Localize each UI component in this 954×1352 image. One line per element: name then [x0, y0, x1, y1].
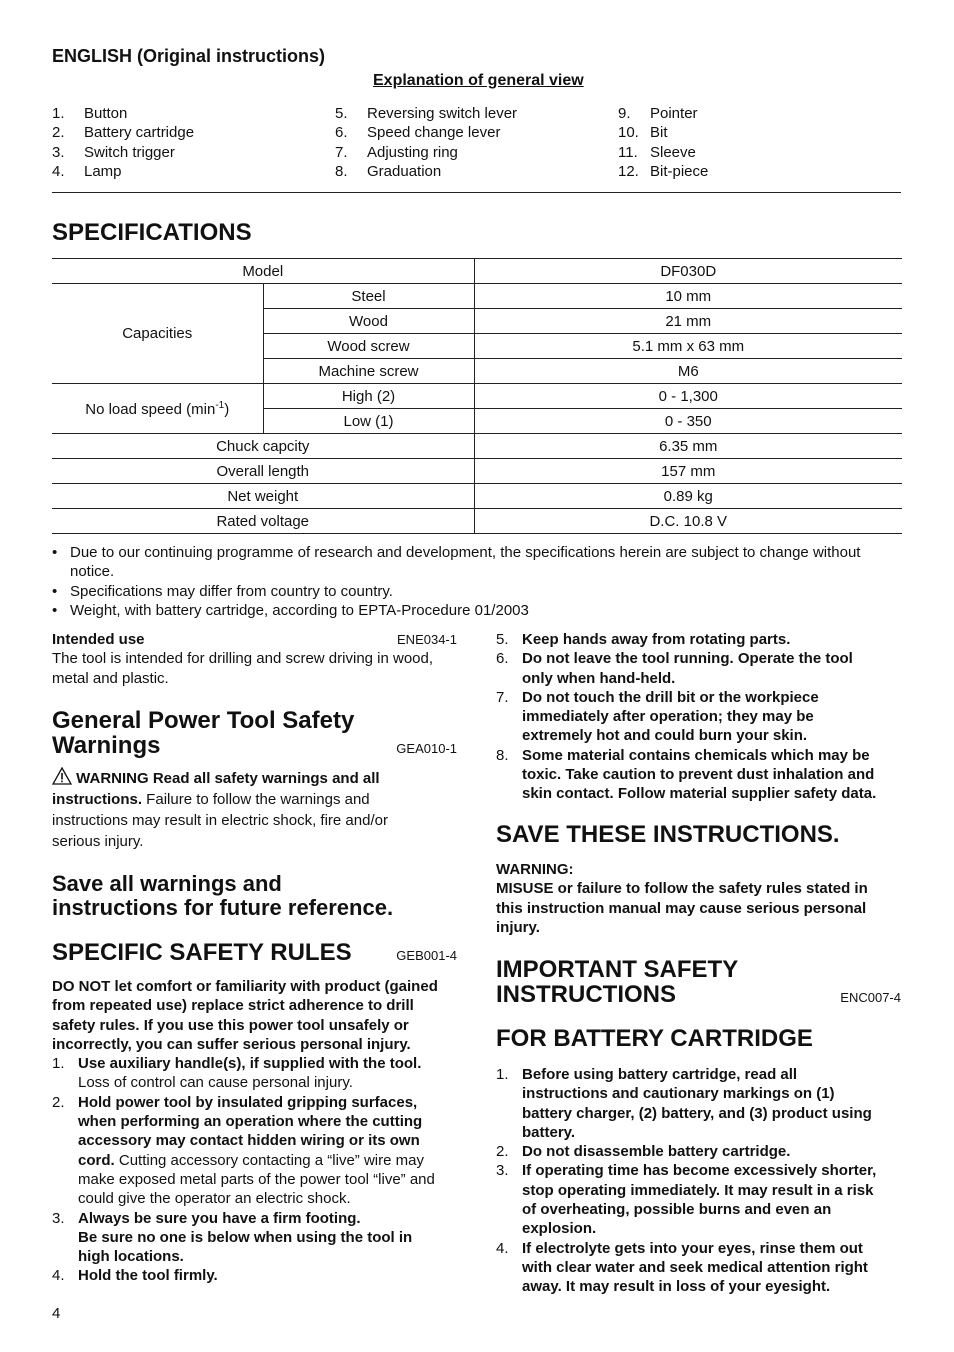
rule-2-bold-1: Hold power tool by insulated gripping surfaces, [78, 1093, 418, 1111]
rule-2-text-2: make exposed metal parts of the power tool “live” and [78, 1170, 435, 1188]
save-all-heading-2: instructions for future reference. [52, 895, 394, 920]
item-number: 6. [335, 124, 348, 142]
important-safety-heading-1: IMPORTANT SAFETY [496, 956, 739, 983]
rule-2-bold-3: accessory may contact hidden wiring or its own [78, 1132, 420, 1150]
item-label: Pointer [650, 105, 698, 122]
save-these-heading: SAVE THESE INSTRUCTIONS. [496, 821, 840, 848]
misuse-line-1: MISUSE or failure to follow the safety rules stated in [496, 880, 868, 898]
specifications-heading: SPECIFICATIONS [52, 219, 252, 246]
list-item [496, 688, 906, 746]
important-safety-heading-2: INSTRUCTIONS [496, 981, 676, 1008]
spec-label: Capacities [52, 284, 263, 384]
spec-value: 0.89 kg [474, 484, 902, 509]
intended-use-title: Intended use [52, 631, 145, 648]
item-line: explosion. [522, 1220, 597, 1238]
item-line: Keep hands away from rotating parts. [522, 631, 791, 648]
spec-sublabel: Wood [263, 309, 474, 334]
table-row [52, 484, 902, 509]
list-item [52, 123, 194, 142]
item-number: 3. [52, 1209, 65, 1227]
item-number: 2. [52, 1093, 65, 1111]
ssr-intro-2: from repeated use) replace strict adherence to drill [52, 997, 414, 1015]
ssr-intro-1: DO NOT let comfort or familiarity with product (gained [52, 978, 438, 995]
item-line: battery charger, (2) battery, and (3) product using [522, 1104, 872, 1122]
spec-label: Model [52, 259, 474, 284]
right-rules-list [496, 630, 906, 804]
item-line: If operating time has become excessively shorter, [522, 1162, 877, 1180]
specific-safety-heading-block [52, 940, 457, 965]
rule-1-bold: Use auxiliary handle(s), if supplied with the tool. [78, 1055, 422, 1073]
page-number: 4 [52, 1305, 61, 1322]
spec-value: 0 - 350 [474, 409, 902, 434]
save-all-heading [52, 872, 457, 920]
spec-value: D.C. 10.8 V [474, 509, 902, 534]
battery-rules-list [496, 1065, 906, 1297]
item-label: Switch trigger [84, 143, 175, 161]
table-row [52, 259, 902, 284]
table-row [52, 509, 902, 534]
note-text: Due to our continuing programme of research and development, the specifications herein are subject to change without notice. [70, 544, 861, 581]
list-item: • Due to our continuing programme of research and development, the specifications herein are subject to change without notice. [52, 543, 902, 582]
item-number: 5. [335, 105, 348, 122]
warning-paragraph [52, 767, 457, 852]
list-item [496, 630, 906, 649]
general-view-col-3 [618, 104, 708, 181]
item-number: 4. [52, 162, 65, 180]
item-number: 8. [335, 162, 348, 180]
item-label: Bit [650, 124, 668, 142]
rule-2-bold-2: when performing an operation where the cutting [78, 1113, 423, 1131]
spec-sublabel: Steel [263, 284, 474, 309]
item-label: Button [84, 105, 128, 122]
spec-label: Overall length [52, 459, 474, 484]
item-number: 4. [52, 1267, 65, 1285]
ssr-intro-4: incorrectly, you can suffer serious personal injury. [52, 1035, 411, 1053]
intended-use-code: ENE034-1 [397, 632, 457, 647]
item-label: Graduation [367, 162, 442, 180]
spec-label: Chuck capcity [52, 434, 474, 459]
table-row [52, 434, 902, 459]
table-row [52, 384, 902, 409]
misuse-line-3: injury. [496, 918, 540, 936]
list-item [335, 123, 517, 142]
list-item [52, 162, 194, 181]
spec-sublabel: High (2) [263, 384, 474, 409]
item-line: immediately after operation; they may be [522, 708, 814, 726]
list-item [618, 123, 708, 142]
spec-sublabel: Low (1) [263, 409, 474, 434]
ssr-intro-3: safety rules. If you use this power tool unsafely or [52, 1016, 409, 1034]
rule-2-bold-4: cord. [78, 1151, 115, 1169]
spec-value: 10 mm [474, 284, 902, 309]
spec-value: 6.35 mm [474, 434, 902, 459]
list-item [52, 1093, 462, 1209]
item-number: 3. [496, 1162, 509, 1180]
important-safety-code: ENC007-4 [840, 990, 901, 1005]
item-line: Some material contains chemicals which may be [522, 746, 870, 764]
spec-sublabel: Wood screw [263, 334, 474, 359]
item-line: of overheating, possible burns and even an [522, 1201, 832, 1219]
item-label: Sleeve [650, 143, 696, 161]
list-item [618, 143, 708, 162]
item-number: 6. [496, 650, 509, 668]
spec-label: Rated voltage [52, 509, 474, 534]
note-text: Weight, with battery cartridge, according to EPTA-Procedure 01/2003 [70, 601, 529, 619]
item-number: 11. [618, 143, 638, 161]
warning-label: WARNING: [496, 861, 574, 878]
specific-safety-code: GEB001-4 [396, 948, 457, 963]
item-label: Battery cartridge [84, 124, 195, 142]
list-item [496, 649, 906, 688]
document-language: ENGLISH (Original instructions) [52, 46, 326, 66]
item-line: skin contact. Follow material supplier safety data. [522, 785, 877, 803]
item-number: 8. [496, 746, 509, 764]
list-item [52, 104, 194, 123]
item-number: 1. [52, 1055, 65, 1073]
item-number: 4. [496, 1239, 509, 1257]
item-label: Adjusting ring [367, 143, 458, 161]
general-view-col-2 [335, 104, 517, 181]
rule-2-text-3: could give the operator an electric shock. [78, 1190, 351, 1208]
warning-text-1: Failure to follow the warnings and [142, 791, 370, 808]
item-label: Lamp [84, 162, 122, 180]
spec-value: M6 [474, 359, 902, 384]
item-number: 12. [618, 162, 639, 180]
list-item [496, 1161, 906, 1238]
list-item [52, 143, 194, 162]
item-line: If electrolyte gets into your eyes, rinse them out [522, 1239, 863, 1257]
item-line: instructions and cautionary markings on (1) [522, 1085, 835, 1103]
item-number: 9. [618, 105, 631, 122]
list-item [335, 143, 517, 162]
list-item [496, 746, 906, 804]
no-load-close: ) [224, 400, 230, 418]
rule-3-bold-3: high locations. [78, 1248, 184, 1266]
misuse-line-2: this instruction manual may cause serious personal [496, 899, 867, 917]
spec-value: 21 mm [474, 309, 902, 334]
item-line: extremely hot and could burn your skin. [522, 727, 808, 745]
misuse-warning [496, 860, 906, 937]
general-safety-heading-2: Warnings [52, 732, 161, 759]
item-label: Speed change lever [367, 124, 501, 142]
spec-value: 5.1 mm x 63 mm [474, 334, 902, 359]
item-line: Do not touch the drill bit or the workpiece [522, 688, 819, 706]
no-load-label: No load speed (min [85, 400, 216, 418]
item-line: only when hand-held. [522, 669, 676, 687]
general-view-col-1 [52, 104, 194, 181]
item-line: Do not disassemble battery cartridge. [522, 1143, 791, 1161]
item-line: Before using battery cartridge, read all [522, 1066, 798, 1083]
warning-triangle-icon [52, 767, 72, 785]
specific-safety-heading: SPECIFIC SAFETY RULES [52, 939, 352, 966]
rule-2-text-1: Cutting accessory contacting a “live” wire may [114, 1151, 424, 1169]
list-item [496, 1239, 906, 1297]
item-number: 2. [52, 124, 65, 142]
list-item [618, 162, 708, 181]
list-item [335, 162, 517, 181]
item-label: Bit-piece [650, 162, 709, 180]
table-row [52, 459, 902, 484]
list-item: • Weight, with battery cartridge, according to EPTA-Procedure 01/2003 [52, 601, 529, 619]
item-line: with clear water and seek medical attention right [522, 1258, 868, 1276]
item-number: 7. [496, 688, 509, 706]
item-number: 7. [335, 143, 348, 161]
warning-bold-1: WARNING Read all safety warnings and all [76, 770, 380, 787]
list-item [496, 1142, 906, 1161]
general-safety-heading-1: General Power Tool Safety [52, 707, 355, 734]
item-number: 1. [52, 105, 65, 122]
specific-safety-rules [52, 977, 462, 1286]
general-view-title: Explanation of general view [373, 72, 584, 89]
item-number: 10. [618, 124, 639, 142]
spec-label [52, 384, 263, 434]
list-item [496, 1065, 906, 1142]
item-line: toxic. Take caution to prevent dust inhalation and [522, 766, 875, 784]
no-load-sup: -1 [215, 399, 225, 411]
rule-3-bold-2: Be sure no one is below when using the tool in [78, 1228, 413, 1246]
item-label: Reversing switch lever [367, 105, 518, 122]
general-safety-code: GEA010-1 [396, 741, 457, 756]
specifications-notes [52, 543, 902, 620]
list-item [52, 1054, 462, 1093]
table-row [52, 284, 902, 309]
note-text: Specifications may differ from country to country. [70, 582, 393, 600]
rule-1-text: Loss of control can cause personal injury. [78, 1074, 353, 1092]
rule-4-bold: Hold the tool firmly. [78, 1267, 218, 1285]
item-number: 2. [496, 1143, 509, 1161]
item-line: battery. [522, 1123, 576, 1141]
spec-value: 157 mm [474, 459, 902, 484]
item-number: 1. [496, 1066, 509, 1083]
general-safety-heading-block [52, 708, 457, 758]
warning-text-3: serious injury. [52, 833, 144, 850]
important-safety-heading-block [496, 957, 901, 1007]
warning-bold-2: instructions. [52, 791, 143, 808]
warning-text-2: instructions may result in electric shock, fire and/or [52, 812, 388, 829]
specifications-table [52, 258, 902, 534]
spec-sublabel: Machine screw [263, 359, 474, 384]
item-number: 3. [52, 143, 65, 161]
save-all-heading-1: Save all warnings and [52, 871, 282, 896]
list-item [52, 1266, 462, 1285]
divider [52, 192, 901, 193]
rule-3-bold-1: Always be sure you have a firm footing. [78, 1209, 361, 1227]
item-line: stop operating immediately. It may result in a risk [522, 1181, 874, 1199]
list-item [52, 1209, 462, 1267]
intended-use-text: The tool is intended for drilling and screw driving in wood, metal and plastic. [52, 650, 434, 687]
item-line: away. It may result in loss of your eyesight. [522, 1278, 831, 1296]
spec-value: DF030D [474, 259, 902, 284]
spec-value: 0 - 1,300 [474, 384, 902, 409]
list-item [335, 104, 517, 123]
item-number: 5. [496, 631, 509, 648]
list-item [618, 104, 708, 123]
left-column [52, 630, 457, 688]
item-line: Do not leave the tool running. Operate the tool [522, 650, 853, 668]
list-item: • Specifications may differ from country to country. [52, 582, 393, 600]
spec-label: Net weight [52, 484, 474, 509]
battery-heading: FOR BATTERY CARTRIDGE [496, 1025, 813, 1052]
